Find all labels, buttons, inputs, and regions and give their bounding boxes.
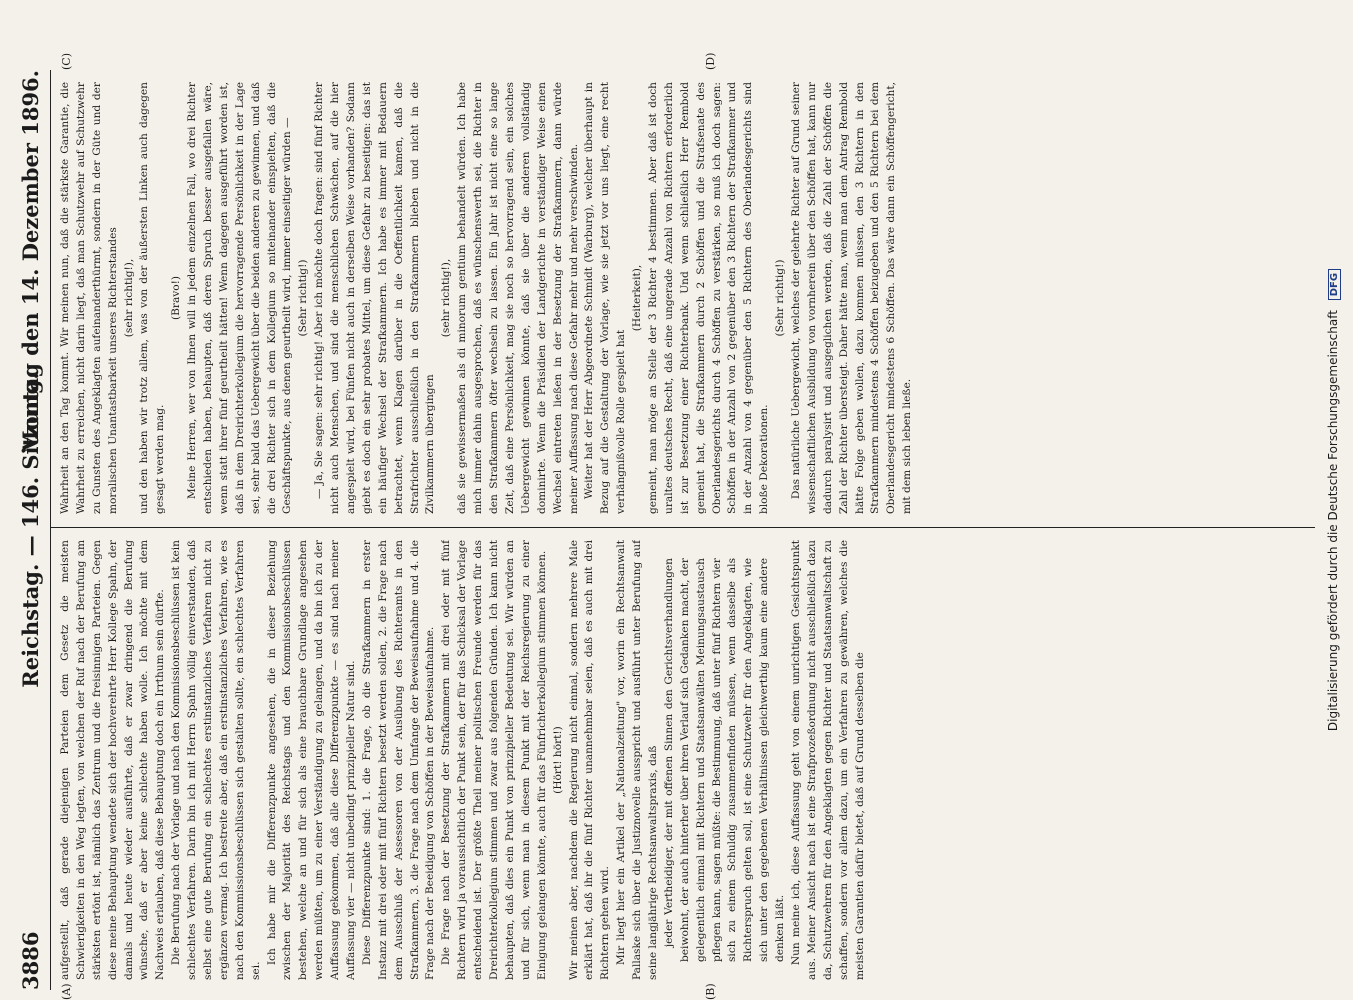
paragraph: und den haben wir trotz allem, was von der äußersten Linken auch dagegen gesagt werden mag. (138, 82, 167, 514)
left-column (58, 540, 1313, 980)
paragraph: Diese Differenzpunkte sind: 1. die Frage, ob die Strafkammern in erster Instanz mit drei oder mit fünf Richtern besetzt werden sollen, 2. die Frage nach dem Ausschluß der Assessoren von der Ausübung des Richteramts in den Strafkammern, 3. die Frage nach dem Umfange der Beweisaufnahme und 4. die Frage nach der Beeidigung von Schöffen in der Beweisaufnahme. (360, 540, 437, 980)
interjection: (Sehr richtig!) (297, 259, 310, 337)
paragraph: aufgestellt, daß gerade diejenigen Parteien dem Gesetz die meisten Schwierigkeiten in den Weg legten, von welchen der Ruf nach der Berufung am stärksten ertönt ist, nämlich das Zentrum und die freisinnigen Parteien. Gegen diese meine Behauptung wendete sich der hochverehrte Herr Kollege Spahn, der damals und heute wieder ausführte, daß er zwar dringend die Berufung wünsche, daß er aber keine schlechte haben wolle. Ich möchte mit dem Nachweis erlauben, daß diese Behauptung doch ein Irrthum sein dürfte. (59, 540, 167, 980)
block-quote: jeder Vertheidiger, der mit offenen Sinnen den Gerichtsverhandlungen beiwohnt, der auch hinterher über ihren Verlauf sich Gedanken macht, der gelegentlich einmal mit Richtern und Staatsanwälten Meinungsaustausch pflegen kann, sagen müßte: die Bestimmung, daß unter fünf Richtern vier sich zu einem Schuldig zusammenfinden müssen, wenn dasselbe als Richterspruch gelten soll, ist eine Schutzwehr für den Angeklagten, wie sich unter den gegebenen Verhältnissen gleichwerthig kaum eine andere denken läßt. (662, 558, 787, 962)
margin-mark-d: (D) (704, 52, 717, 70)
paragraph: Die Frage nach der Besetzung der Strafkammern mit drei oder mit fünf Richtern wird ja voraussichtlich der Punkt sein, der für das Schicksal der Vorlage entscheidend ist. Der größte Theil meiner politischen Freunde werden für das Dreirichterkollegium stimmen und zwar aus folgenden Gründen. Ich kann nicht behaupten, daß dies ein Punkt von prinzipieller Bedeutung sei. Wir würden an und für sich, wenn man in diesem Punkt mit der Reichsregierung zu einer Einigung gelangen könnte, auch für das Fünfrichterkollegium stimmen können. (440, 540, 548, 980)
paragraph: gemeint, man möge an Stelle der 3 Richter 4 bestimmen. Aber daß ist doch uraltes deutsches Recht, daß eine ungerade Anzahl von Richtern erforderlich ist zur Besetzung einer Richterbank. Und wenn schließlich Herr Rembold gemeint hat, die Strafkammern durch 2 Schöffen und die Strafsenate des Oberlandesgerichts durch 4 Schöffen zu verstärken, so muß ich doch sagen: Schöffen in der Anzahl von 2 gegenüber den 3 Richtern der Strafkammer und in der Anzahl von 4 gegenüber den 5 Richtern des Oberlandesgerichts sind bloße Dekorationen. (646, 82, 771, 514)
margin-mark-c: (C) (60, 53, 73, 70)
paragraph: Das natürliche Uebergewicht, welches der gelehrte Richter auf Grund seiner wissenschaftlichen Ausbildung von vornherein über den Schöffen hat, kann nur dadurch paralysirt und ausgeglichen werden, daß die Zahl der Schöffen die Zahl der Richter übersteigt. Daher hätte man, wenn man dem Antrag Rembold hätte Folge geben wollen, dazu kommen müssen, den 3 Richtern in den Strafkammern mindestens 4 Schöffen beizugeben und den 5 Richtern bei dem Oberlandesgericht mindestens 6 Schöffen. Das wäre dann ein Schöffengericht, mit dem sich leben ließe. (789, 82, 914, 514)
page-number: 3886 (18, 931, 43, 990)
column-divider (50, 527, 1315, 528)
credit-text: Digitalisierung gefördert durch die Deutsche Forschungsgemeinschaft (1326, 310, 1340, 732)
paragraph: daß sie gewissermaßen als di minorum gentium behandelt würden. Ich habe mich immer dahin ausgesprochen, daß es wünschenswerth sei, die Richter in den Strafkammern öfter wechseln zu lassen. Ein Jahr ist nicht eine so lange Zeit, daß eine Persönlichkeit, mag sie noch so hervorragend sein, ein solches Uebergewicht gewinnen könnte, daß sie über die anderen vollständig dominirte. Wenn die Präsidien der Landgerichte in verständiger Weise einen Wechsel eintreten ließen in der Besetzung der Strafkammern, dann würde meiner Auffassung nach diese Gefahr mehr und mehr verschwinden. (456, 82, 580, 514)
margin-mark-b: (B) (704, 983, 717, 1000)
paragraph: Ich habe mir die Differenzpunkte angesehen, die in dieser Beziehung zwischen der Majorität des Reichstags und den Kommissionsbeschlüssen bestehen, welche an und für sich als eine brauchbare Grundlage angesehen werden müßten, um zu einer Verständigung zu gelangen, und da bin ich zu der Auffassung gekommen, daß alle diese Differenzpunkte — es sind nach meiner Auffassung vier — nicht unbedingt prinzipieller Natur sind. (265, 540, 358, 980)
paragraph: Meine Herren, wer von Ihnen will in jedem einzelnen Fall, wo drei Richter entschieden haben, behaupten, daß deren Spruch besser ausgefallen wäre, wenn statt ihrer fünf geurtheilt hätten! Wenn dagegen ausgeführt worden ist, daß in dem Dreirichterkollegium die hervorragende Persönlichkeit in der Lage sei, sehr bald das Uebergewicht über die beiden anderen zu gewinnen, und daß die drei Richter sich in dem Kollegium so miteinander einspielten, daß die Geschäftspunkte, aus denen geurtheilt wird, immer einseitiger würden — (186, 82, 294, 514)
header-rule (50, 70, 51, 990)
interjection: (Bravo!) (170, 275, 183, 321)
dfg-logo: DFG (1328, 269, 1341, 300)
paragraph: Wir meinen aber, nachdem die Regierung nicht einmal, sondern mehrere Male erklärt hat, daß ihr die fünf Richter unannehmbar seien, daß es auch mit drei Richtern gehen wird. (567, 540, 612, 980)
page-header (18, 70, 54, 990)
paragraph: Mir liegt hier ein Artikel der „Nationalzeitung" vor, worin ein Rechtsanwalt Pallaske sich über die Justiznovelle ausspricht und ausführt unter Berufung auf seine langjährige Rechtsanwaltspraxis, daß (615, 540, 659, 980)
page-date: Montag den 14. Dezember 1896. (18, 70, 43, 454)
paragraph: Wahrheit an den Tag kommt. Wir meinen nun, daß die stärkste Garantie, die Wahrheit zu erreichen, nicht darin liegt, daß man Schutzwehr auf Schutzwehr zu Gunsten des Angeklagten aufeinanderthürmt, sondern in der Güte und der moralischen Unantastbarkeit unseres Richterstandes (59, 82, 119, 514)
interjection: (Hört! hört!) (551, 726, 564, 794)
digitization-credit (1326, 0, 1346, 1000)
interjection: (sehr richtig!), (122, 258, 135, 338)
interjection: (Heiterkeit), (631, 264, 644, 332)
right-column (58, 82, 1313, 514)
paragraph: — Ja, Sie sagen: sehr richtig! Aber ich möchte doch fragen: sind fünf Richter nicht auch Menschen, und sind die menschlichen Schwächen, auf die hier angespielt wird, bei Fünfen nicht auch in derselben Weise vorhanden? Sodann giebt es doch ein sehr probates Mittel, um diese Gefahr zu beseitigen: das ist ein häufiger Wechsel der Strafkammern. Ich habe es immer mit Bedauern betrachtet, wenn Klagen darüber in die Oeffentlichkeit kamen, daß die Strafrichter ausschließlich in den Strafkammern blieben und nicht in die Zivilkammern übergingen (313, 82, 437, 514)
paragraph: Die Berufung nach der Vorlage und nach den Kommissionsbeschlüssen ist kein schlechtes Verfahren. Darin bin ich mit Herrn Spahn völlig einverstanden, daß selbst eine gute Berufung ein schlechtes erstinstanzliches Verfahren nicht zu ergänzen vermag. Ich bestreite aber, daß ein erstinstanzliches Verfahren, wie es nach den Kommissionsbeschlüssen sich gestalten sollte, ein schlechtes Verfahren sei. (170, 540, 262, 980)
paragraph: Nun meine ich, diese Auffassung geht von einem unrichtigen Gesichtspunkt aus. Meiner Ansicht nach ist eine Strafprozeßordnung nicht ausschließlich dazu da, Schutzwehren für den Angeklagten gegen Richter und Staatsanwaltschaft zu schaffen, sondern vor allem dazu, um ein Verfahren zu gewähren, welches die meisten Garantien dafür bietet, daß auf Grund desselben die (789, 540, 866, 980)
paragraph: Weiter hat der Herr Abgeordnete Schmidt (Warburg), welcher überhaupt in Bezug auf die Gestaltung der Vorlage, wie sie jetzt vor uns liegt, eine recht verhängnißvolle Rolle gespielt hat (583, 82, 628, 514)
interjection: (Sehr richtig!) (774, 259, 787, 337)
interjection: (sehr richtig!), (440, 258, 453, 338)
margin-mark-a: (A) (60, 983, 73, 1000)
page-title: Reichstag. — 146. Sitzung. (18, 372, 43, 688)
